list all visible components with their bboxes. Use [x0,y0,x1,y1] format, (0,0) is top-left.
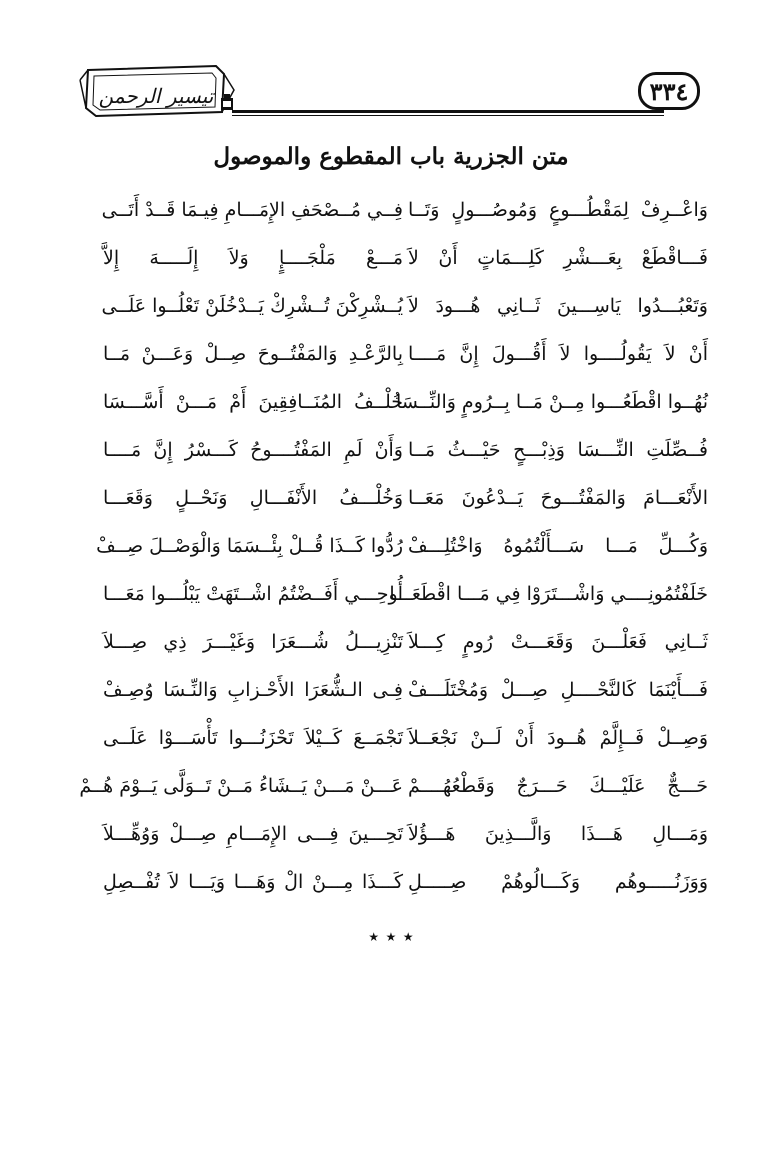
verse-second-hemistich: تَنْزِيـــلُ شُـــعَرَا وَغَيْـــرَ ذِي صِـــلاَ [103,631,403,653]
verse-first-hemistich: وَمَـــالِ هَـــذَا وَالَّـــذِينَ هَـــؤُلاَ [408,823,708,845]
verse-first-hemistich: وَتَعْبُـــدُوا يَاسِـــينَ ثَــانِي هُـــودَ لاَ [408,295,708,317]
verse-row [0,246,782,294]
verse-first-hemistich: وَكُـــلِّ مَـــا سَـــأَلْتُمُوهُ وَاخْتُلِـــفْ [408,535,708,557]
verse-first-hemistich: الأَنْعَـــامَ وَالمَفْتُـــوحَ يَــدْعُونَ مَعَــا [408,487,708,509]
verse-second-hemistich: فِـى الـشُّعَرَا الأَحْـزابِ وَالنِّـسَا وُصِـفْ [103,679,403,701]
verse-second-hemistich: تَحِـــينَ فِـــى الإِمَـــامِ صِـــلْ وَوُهِّـــلاَ [103,823,403,845]
book-title: تيسير الرحمن [98,84,214,108]
section-separator: ٭ ٭ ٭ [368,924,414,948]
verse-second-hemistich: وَأَنْ لَمِ المَفْتُــــوحُ كَـــسْرُ إِنَّ مَــــا [103,439,403,461]
verse-row [0,678,782,726]
verse-second-hemistich: كَـــذَا مِـــنْ الْ وَهَـــا وَيَـــا لاَ تُفْــصِلِ [103,871,403,893]
verse-second-hemistich: بِالرَّعْـدِ وَالمَفْتُــوحَ صِــلْ وَعَـــنْ مَــا [103,343,403,365]
verse-row [0,294,782,342]
verse-second-hemistich: رُدُّوا كَــذَا قُــلْ بِئْــسَمَا وَالْوَصْــلَ صِــفْ [96,535,403,557]
verse-row [0,198,782,246]
verse-first-hemistich: وَوَزَنُـــــوهُم وَكَـــالُوهُمْ صِـــــلِ [408,871,708,893]
section-title: متن الجزرية باب المقطوع والموصول [213,143,569,170]
verse-row [0,342,782,390]
verse-first-hemistich: نُهُــوا اقْطَعُـــوا مِــنْ مَــا بِــرُومٍ وَالنِّــسَا [396,391,708,413]
verse-row [0,390,782,438]
verse-row [0,582,782,630]
verse-first-hemistich: حَـــجٌّ عَلَيْـــكَ حَـــرَجٌ وَقَطْعُهُــــمْ [408,775,708,797]
verse-row [0,438,782,486]
verse-first-hemistich: فَـــأَيْنَمَا كَالنَّحْــــلِ صِـــلْ وَمُخْتَلَـــفْ [408,679,708,701]
verse-row [0,486,782,534]
verse-second-hemistich: يُــشْرِكْنَ تُــشْرِكْ يَــدْخُلَنْ تَعْلُــوا عَلَــى [101,295,403,317]
verse-first-hemistich: خَلَفْتُمُونِــــي وَاشْـــتَرَوْا فِي مَـــا اقْطَعَـــا [389,583,708,605]
page-number: ٣٣٤ [638,72,700,110]
verse-first-hemistich: فُــصِّلَتِ النِّـــسَا وَذِبْـــحٍ حَيْـــثُ مَــا [408,439,708,461]
verse-first-hemistich: وَاعْــرِفْ لِمَقْطُـــوعٍ وَمُوصُـــولٍ وَتَــا [408,199,708,221]
verse-second-hemistich: أُوحِـــي أَفَــضْتُمُ اشْــتَهَتْ يَبْلُـــوا مَعَـــا [103,583,403,605]
verse-first-hemistich: وَصِــلْ فَــإِلَّمْ هُــودَ أَنْ لَــنْ نَجْعَــلاَ [408,727,708,749]
header-rule [232,110,664,113]
verse-row [0,870,782,918]
page-header [0,0,782,130]
verse-second-hemistich: عَـــنْ مَـــنْ يَــشَاءُ مَــنْ تَــوَلَّى يَــوْمَ هُــمْ [79,775,403,797]
verse-second-hemistich: خُلْــفُ المُنَــافِقِينَ أَمْ مَـــنْ أَسَّـــسَا [103,391,403,413]
verse-row [0,822,782,870]
header-rule-thin [232,115,664,116]
verse-second-hemistich: تَجْمَــعَ كَــيْلاَ تَحْزَنُـــوا تَأْسَـــوْا عَلَــى [103,727,403,749]
verse-first-hemistich: فَـــاقْطَعْ بِعَـــشْرِ كَلِـــمَاتٍ أَنْ لاَ [408,247,708,269]
verse-row [0,774,782,822]
verse-second-hemistich: فِــي مُــصْحَفِ الإِمَـــامِ فِيـمَا قَــدْ أَتَــى [101,199,403,221]
page-ornament-icon [219,92,235,112]
verse-first-hemistich: أَنْ لاَ يَقُولُــــوا لاَ أَقُـــولَ إِنَّ مَــــا [408,343,708,365]
verse-row [0,630,782,678]
verse-second-hemistich: وَخُلْـــفُ الأَنْفَـــالِ وَنَحْــلٍ وَقَعَـــا [103,487,403,509]
verse-first-hemistich: ثَــانِي فَعَلْـــنَ وَقَعَـــتْ رُومٍ كِـــلاَ [408,631,708,653]
verse-second-hemistich: مَـــعْ مَلْجَــــإٍ وَلاَ إِلَـــــهَ إِلاَّ [103,247,403,269]
verse-row [0,534,782,582]
verse-row [0,726,782,774]
